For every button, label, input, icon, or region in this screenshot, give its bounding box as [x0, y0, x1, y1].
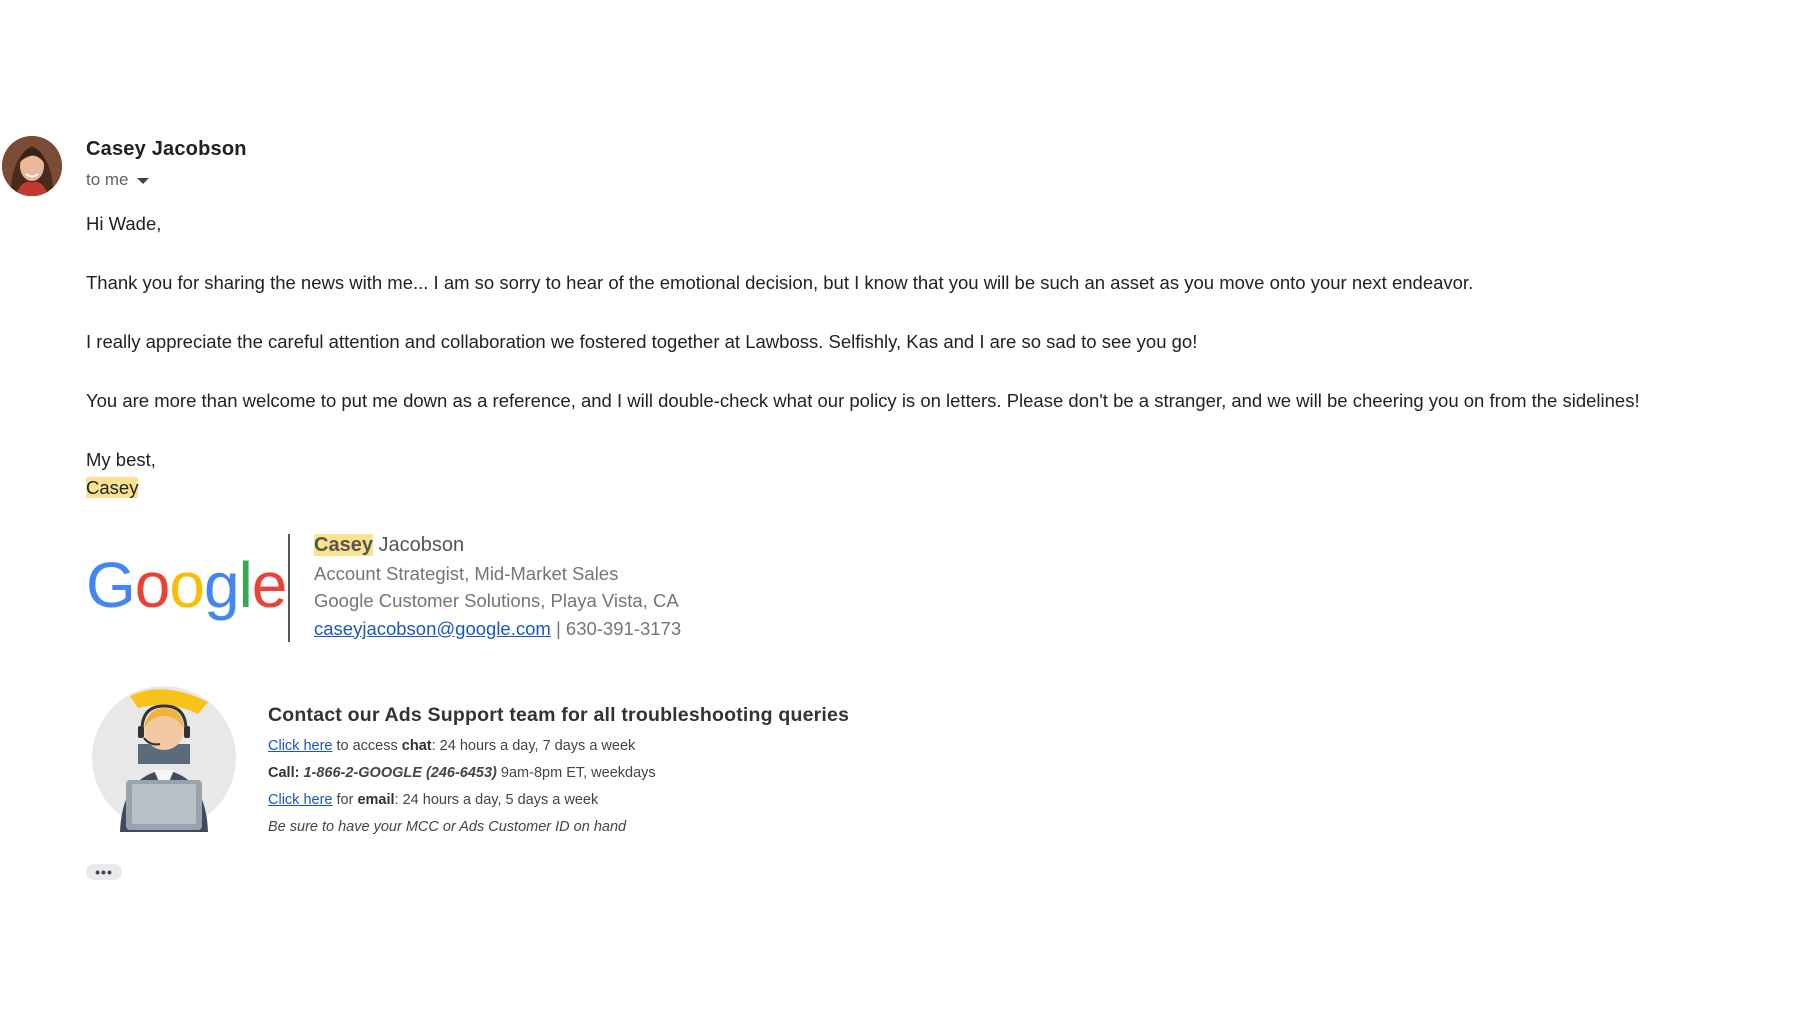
show-trimmed-content-button[interactable] — [86, 864, 122, 880]
signature-separator: | — [555, 617, 561, 639]
support-note-text: Be sure to have your MCC or Ads Customer ID on hand — [268, 819, 627, 835]
more-horizontal-icon: ••• — [95, 864, 113, 880]
google-logo-letter: g — [203, 549, 239, 621]
signature-org: Google Customer Solutions, Playa Vista, CA — [314, 590, 679, 611]
support-call-number: 1-866-2-GOOGLE (246-6453) — [303, 765, 497, 781]
signature-first-name: Casey — [314, 534, 373, 556]
caret-down-icon[interactable] — [137, 178, 149, 184]
message-greeting: Hi Wade, — [86, 213, 162, 234]
support-chat-line — [268, 733, 849, 760]
google-logo-letter: o — [169, 549, 204, 621]
signature-contact — [314, 615, 681, 643]
google-logo-letter: o — [134, 549, 170, 621]
message-signoff: Casey — [86, 477, 139, 498]
signature-last-name: Jacobson — [378, 534, 465, 556]
support-chat-pre: to access — [336, 738, 398, 754]
message-paragraph: I really appreciate the careful attention and collaboration we fostered together at Lawboss. Selfishly, Kas and I are so sad to see you go! — [86, 331, 1198, 352]
message-paragraph: You are more than welcome to put me down as a reference, and I will double-check what our policy is on letters. Please don't be a stranger, and we will be cheering you on from the sidelines! — [86, 390, 1640, 411]
support-chat-label: chat — [401, 738, 432, 754]
google-logo-letter: l — [238, 549, 252, 621]
signature-phone: 630-391-3173 — [565, 617, 682, 639]
sender-avatar[interactable] — [2, 136, 62, 196]
support-email-label: email — [357, 792, 395, 808]
support-call-detail: 9am-8pm ET, weekdays — [500, 765, 656, 781]
message-paragraph: Thank you for sharing the news with me... I am so sorry to hear of the emotional decision, but I know that you will be such an asset as you move onto your next endeavor. — [86, 272, 1474, 293]
support-chat-detail: : 24 hours a day, 7 days a week — [431, 738, 636, 754]
email-signature — [86, 530, 786, 642]
support-call-colon: : — [294, 765, 300, 781]
sender-name: Casey Jacobson — [86, 138, 247, 160]
message-closing: My best, — [86, 449, 156, 470]
support-agent-illustration-icon — [90, 684, 238, 832]
signature-name — [314, 532, 681, 560]
message-body — [86, 210, 1640, 502]
support-call-line — [268, 760, 849, 787]
google-logo-letter: e — [251, 549, 287, 621]
signature-email-link[interactable]: caseyjacobson@google.com — [314, 617, 551, 639]
recipient-label: to me — [86, 170, 129, 189]
signature-divider — [288, 534, 290, 642]
support-call-label: Call — [268, 765, 295, 781]
signature-info — [314, 532, 681, 642]
google-logo-letter: G — [86, 549, 135, 621]
support-email-detail: : 24 hours a day, 5 days a week — [394, 792, 599, 808]
support-note — [268, 814, 849, 841]
support-chat-link[interactable]: Click here — [268, 738, 333, 754]
signature-title: Account Strategist, Mid-Market Sales — [314, 562, 619, 584]
person-photo-icon — [2, 136, 62, 196]
recipient-details-toggle[interactable] — [86, 170, 149, 190]
ads-support-block — [90, 684, 990, 834]
support-email-link[interactable]: Click here — [268, 792, 333, 808]
support-email-line — [268, 787, 849, 814]
support-email-pre: for — [336, 792, 354, 808]
google-logo — [86, 548, 286, 622]
support-text — [268, 704, 849, 841]
support-title: Contact our Ads Support team for all troubleshooting queries — [268, 704, 850, 726]
